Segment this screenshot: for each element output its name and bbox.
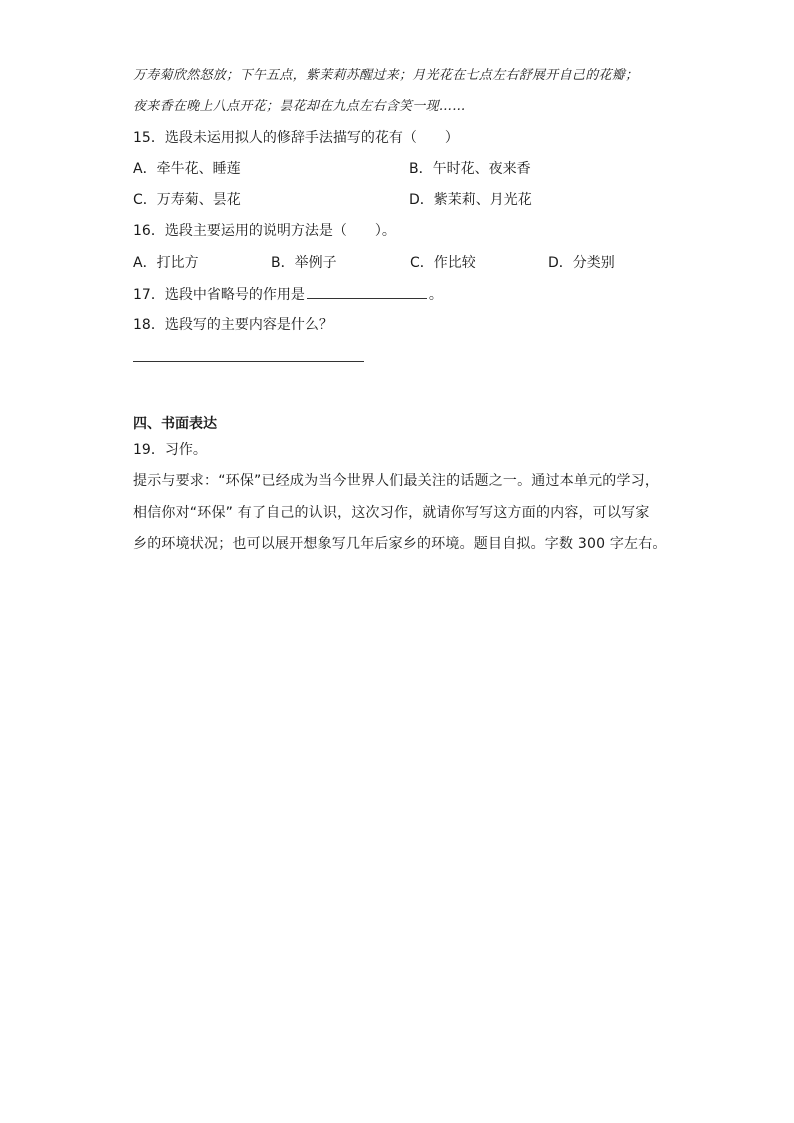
passage-line-2: 夜来香在晚上八点开花；昙花却在九点左右含笑一现…… [133,99,466,114]
question-16-option-d: D．分类别 [548,255,615,271]
passage-line-1: 万寿菊欣然怒放；下午五点，紫茉莉苏醒过来；月光花在七点左右舒展开自己的花瓣； [133,68,639,83]
question-15-option-c: C．万寿菊、昙花 [133,192,241,208]
question-18-answer-line[interactable] [133,361,364,362]
question-19-prompt-line-3: 乡的环境状况；也可以展开想象写几年后家乡的环境。题目自拟。字数 300 字左右。 [133,536,667,552]
question-19-prompt-line-1: 提示与要求：“环保”已经成为当今世界人们最关注的话题之一。通过本单元的学习， [133,473,660,489]
question-19-prompt-line-2: 相信你对“环保” 有了自己的认识，这次习作，就请你写写这方面的内容，可以写家 [133,505,650,521]
question-15-stem: 15．选段未运用拟人的修辞手法描写的花有（ ） [133,130,459,146]
question-15-option-d: D．紫茉莉、月光花 [409,192,532,208]
question-16-option-a: A．打比方 [133,255,199,271]
question-17-stem-end: 。 [428,287,443,303]
question-19-stem: 19．习作。 [133,442,207,458]
question-18-stem: 18．选段写的主要内容是什么？ [133,317,333,333]
question-16-stem: 16．选段主要运用的说明方法是（ ）。 [133,223,396,239]
question-17 [133,284,443,305]
question-15-option-a: A．牵牛花、睡莲 [133,161,241,177]
question-17-stem: 17．选段中省略号的作用是 [133,287,305,303]
question-16-option-c: C．作比较 [410,255,476,271]
section-4-title: 四、书面表达 [133,416,217,432]
question-16-option-b: B．举例子 [271,255,337,271]
question-17-answer-blank[interactable] [307,284,427,299]
question-15-option-b: B．午时花、夜来香 [409,161,531,177]
